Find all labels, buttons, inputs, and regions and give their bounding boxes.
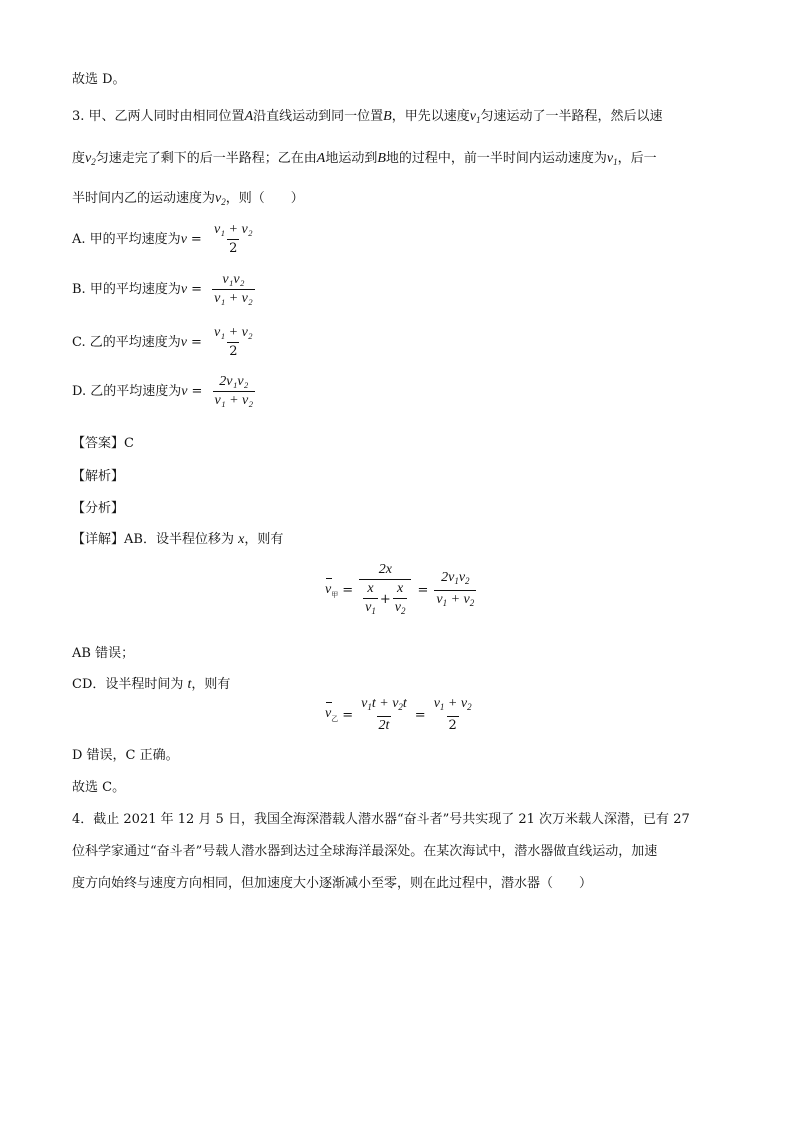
q3-text: 匀速走完了剩下的后一半路程；乙在由 [95, 151, 317, 166]
v1-symbol: $v_1$ [606, 151, 618, 167]
q3-text: ，甲先以速度 [391, 109, 470, 124]
option-c[interactable]: C. 乙的平均速度为v = $\frac{\text{v₁ + v₂}}{2}$ [72, 325, 253, 359]
point-a: A [244, 109, 254, 124]
q3-text: 度 [72, 151, 86, 166]
analysis-label: 【解析】 [72, 469, 125, 484]
option-a[interactable]: A. 甲的平均速度为v = $\frac{\text{v₁ + v₂}}{2}$ [72, 222, 253, 256]
q3-line-2 [72, 147, 657, 167]
v-bar-symbol: $v_甲$ [325, 581, 339, 599]
q3-text: ，则（ ） [225, 191, 304, 206]
q3-text: 地的过程中，前一半时间内运动速度为 [385, 151, 607, 166]
q3-line-3 [72, 187, 304, 207]
point-b: B [377, 151, 386, 166]
previous-answer: 故选 D。 [72, 72, 126, 87]
point-a: A [316, 151, 326, 166]
v1-symbol: $v_1$ [469, 109, 481, 125]
point-b: B [383, 109, 392, 124]
detail-line: 【详解】AB．设半程位移为 x，则有 [72, 532, 284, 547]
q3-text: 地运动到 [325, 151, 378, 166]
q3-text: 甲、乙两人同时由相同位置 [88, 109, 245, 124]
fraction: $\frac{\text{v₁ + v₂}}{2}$ [214, 325, 253, 359]
fraction: $\frac{\text{v₁v₂}}{\text{v₁ + v₂}}$ [214, 272, 253, 306]
cd-line: CD．设半程时间为 t，则有 [72, 677, 231, 692]
q4-line-2: 位科学家通过“奋斗者”号载人潜水器到达过全球海洋最深处。在某次海试中，潜水器做直线运动，加速 [72, 844, 658, 859]
option-d[interactable]: D. 乙的平均速度为v = $\frac{\text{2v₁v₂}}{\text{v₁ + v₂}}$ [72, 374, 254, 408]
option-b[interactable]: B. 甲的平均速度为v = $\frac{\text{v₁v₂}}{\text{v₁ + v₂}}$ [72, 272, 253, 306]
q4-line-1: 4．截止 2021 年 12 月 5 日，我国全海深潜载人潜水器“奋斗者”号共实现了 21 次万米载人深潜，已有 27 [72, 812, 690, 827]
fraction: $\frac{\text{2v₁v₂}}{\text{v₁ + v₂}}$ [214, 374, 254, 408]
equation-average-speed-jia: $v_甲$ = 2x $\frac{x}{v_1}$ + $\frac{x}{v_2}$ = $\frac{2v_1v_2}{v_1 + v_2}$ [325, 562, 478, 619]
q3-text: ，后一 [617, 151, 657, 166]
ab-wrong: AB 错误； [72, 646, 135, 661]
q4-line-3: 度方向始终与速度方向相同，但加速度大小逐渐减小至零，则在此过程中，潜水器（ ） [72, 876, 593, 891]
q3-text: 匀速运动了一半路程，然后以速 [480, 109, 663, 124]
v2-symbol: $v_2$ [85, 151, 96, 167]
answer-label: 【答案】C [72, 436, 134, 451]
fraction: $\frac{\text{v₁ + v₂}}{2}$ [213, 222, 253, 256]
q3-text: 半时间内乙的运动速度为 [72, 191, 216, 206]
q3-text: 沿直线运动到同一位置 [253, 109, 384, 124]
equation-average-speed-yi: $v_乙$ = $\frac{v_1t + v_2t}{2t}$ = $\frac{v_1 + v_2}{2}$ [325, 696, 472, 733]
fenxi-label: 【分析】 [72, 501, 125, 516]
final-answer: 故选 C。 [72, 780, 126, 795]
q3-line-1 [72, 105, 662, 125]
v2-symbol: $v_2$ [215, 191, 226, 207]
d-wrong: D 错误，C 正确。 [72, 748, 179, 763]
v-bar-symbol: $v_乙$ [325, 706, 339, 723]
q3-number: 3. [72, 109, 85, 124]
